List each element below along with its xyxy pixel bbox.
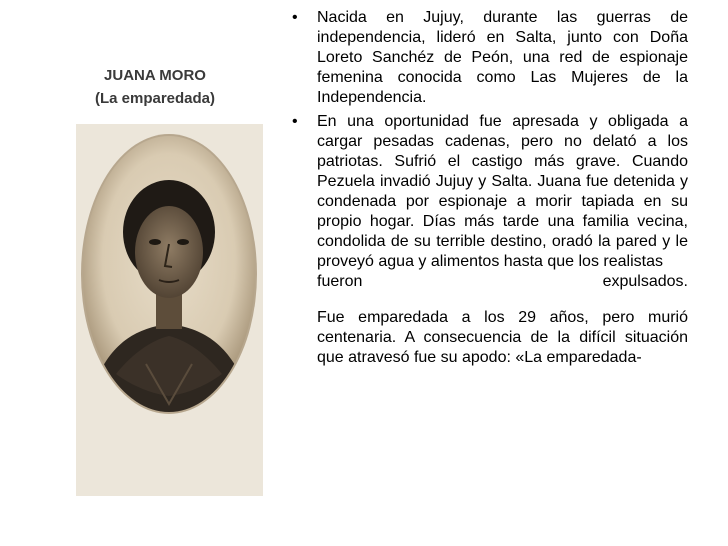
title-name: JUANA MORO — [104, 67, 206, 84]
bullet-text: Nacida en Jujuy, durante las guerras de independencia, lideró en Salta, junto con Doña Loreto Sanchéz de Peón, una red de espionaje femenina conocida como Las Mujeres de la Independencia. — [317, 9, 688, 106]
bullet-dot-icon: • — [292, 9, 298, 26]
title-nickname: (La emparedada) — [94, 90, 216, 107]
bullet-text: En una oportunidad fue apresada y obligada a cargar pesadas cadenas, pero no delató a los patriotas. Sufrió el castigo más grave. Cuando Pezuela invadió Jujuy y Salta. Juana fue detenida y condenada por espionaje a morir tapiada en su propio hogar. Días más tarde una familia vecina, condolida de su terrible destino, oradó la pared y le proveyó agua y alimentos hasta que los realistas — [317, 113, 688, 270]
bullet-last-word-right: expulsados. — [602, 273, 688, 290]
bullet-dot-icon: • — [292, 113, 298, 130]
bullet-item — [290, 8, 688, 108]
page-title — [80, 64, 230, 110]
closing-paragraph: Fue emparedada a los 29 años, pero murió centenaria. A consecuencia de la difícil situación que atravesó fue su apodo: «La emparedada- — [317, 309, 688, 366]
portrait-drawing — [76, 124, 263, 496]
bullet-item — [290, 112, 688, 292]
content-body — [290, 8, 688, 368]
bullet-last-word: fueron — [317, 273, 363, 290]
bullet-last-line — [317, 272, 688, 292]
portrait-image — [76, 124, 263, 496]
